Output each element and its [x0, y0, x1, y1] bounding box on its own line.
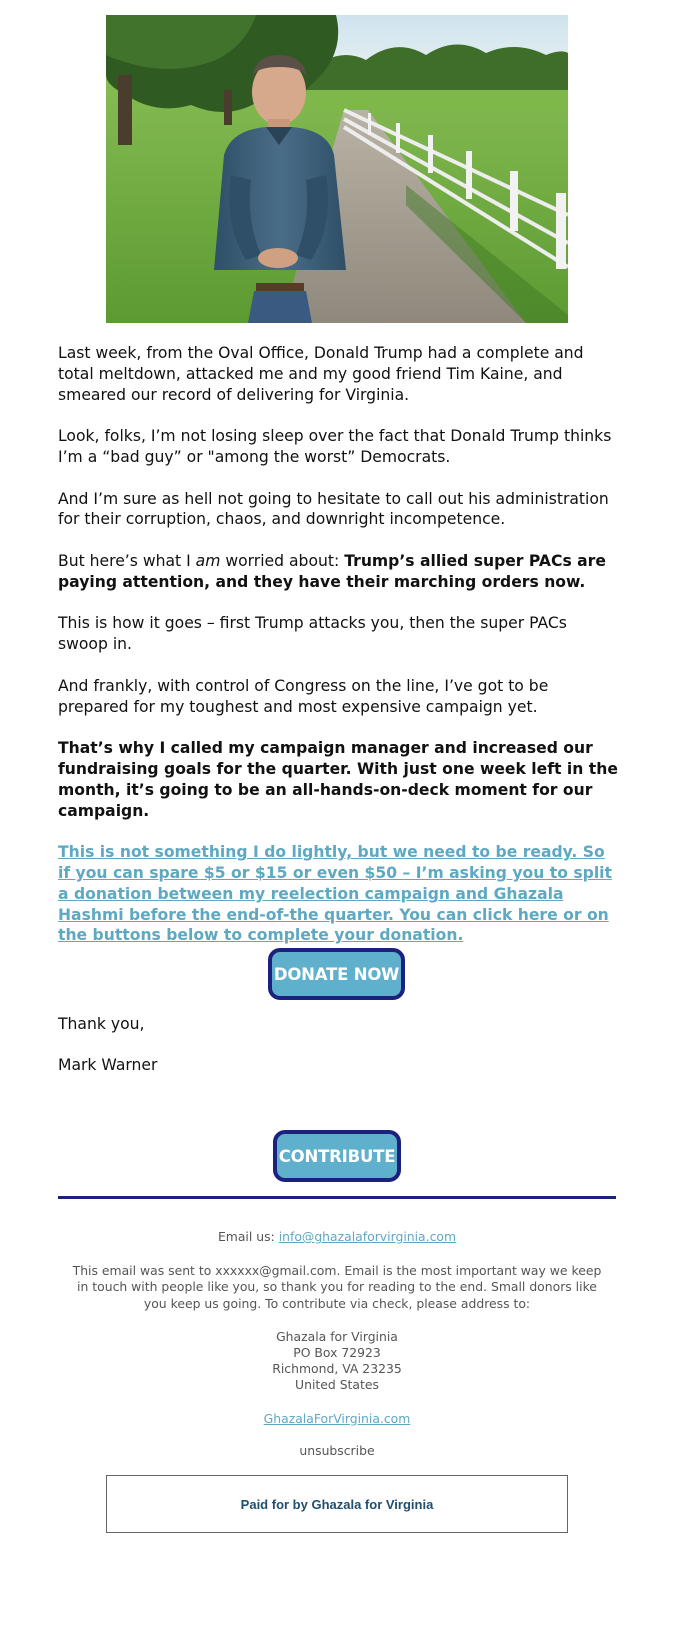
footer — [70, 1229, 604, 1459]
footer-email-label: Email us: — [217, 1229, 279, 1244]
footer-website-line — [70, 1411, 604, 1427]
paragraph-8 — [58, 842, 618, 946]
paragraph-7-bold: That’s why I called my campaign manager and increased our fundraising goals for the quarter. With just one week left in the month, it’s going to be an all-hands-on-deck moment for our campaign. — [58, 739, 618, 820]
footer-address-line-2: PO Box 72923 — [293, 1345, 381, 1361]
footer-notice: This email was sent to xxxxxx@gmail.com. Email is the most important way we keep in touch with people like you, so thank you for reading to the end. Small donors like you keep us going. To contribute via check, please address to: — [72, 1263, 602, 1311]
unsubscribe-link[interactable]: unsubscribe — [299, 1442, 375, 1458]
donation-ask-link[interactable]: This is not something I do lightly, but we need to be ready. So if you can spare $5 or $15 or even $50 – I’m asking you to split a donation between my reelection campaign and Ghazala Hashmi before the end-of-the quarter. You can click here or on the buttons below to complete your donation. — [58, 843, 612, 945]
footer-address-line-3: Richmond, VA 23235 — [272, 1361, 402, 1377]
paragraph-6: And frankly, with control of Congress on the line, I’ve got to be prepared for my toughest and most expensive campaign yet. — [58, 676, 549, 716]
footer-address-line-1: Ghazala for Virginia — [276, 1328, 398, 1344]
signature: Mark Warner — [58, 1056, 158, 1074]
paragraph-1: Last week, from the Oval Office, Donald Trump had a complete and total meltdown, attacked me and my good friend Tim Kaine, and smeared our record of delivering for Virginia. — [58, 344, 584, 404]
paragraph-4 — [58, 551, 618, 593]
footer-address-line-4: United States — [295, 1377, 379, 1393]
footer-divider — [58, 1196, 616, 1199]
paragraph-5: This is how it goes – first Trump attacks you, then the super PACs swoop in. — [58, 614, 567, 654]
donate-now-button[interactable]: DONATE NOW — [268, 948, 405, 1000]
footer-website-link[interactable]: GhazalaForVirginia.com — [263, 1410, 411, 1426]
paid-for-disclaimer: Paid for by Ghazala for Virginia — [106, 1475, 568, 1533]
paragraph-4-emphasis: am — [195, 551, 221, 570]
paragraph-4-lead: But here’s what I — [58, 551, 196, 570]
footer-email-link[interactable]: info@ghazalaforvirginia.com — [278, 1229, 457, 1244]
thank-you-text: Thank you, — [58, 1015, 145, 1033]
email-body — [58, 343, 618, 967]
contribute-button[interactable]: CONTRIBUTE — [273, 1130, 401, 1182]
paragraph-4-bold: Trump’s allied super PACs are paying attention, and they have their marching orders now. — [58, 551, 606, 591]
paragraph-4-mid: worried about: — [220, 551, 345, 570]
hero-photo — [106, 15, 568, 323]
footer-email-line — [70, 1229, 604, 1245]
paragraph-2: Look, folks, I’m not losing sleep over the fact that Donald Trump thinks I’m a “bad guy” or "among the worst” Democrats. — [58, 427, 612, 466]
paragraph-3: And I’m sure as hell not going to hesitate to call out his administration for their corruption, chaos, and downright incompetence. — [58, 489, 609, 529]
paragraph-7 — [58, 738, 618, 821]
